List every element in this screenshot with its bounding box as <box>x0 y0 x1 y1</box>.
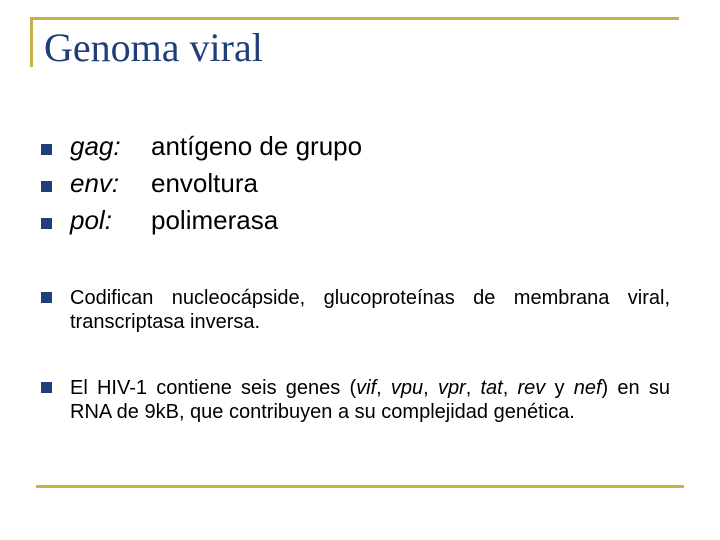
top-rule <box>30 17 679 20</box>
gene-row <box>70 165 362 202</box>
para-text: El HIV-1 contiene seis genes ( <box>70 377 357 399</box>
gene-code: gag: <box>70 131 121 161</box>
left-rule <box>30 17 33 67</box>
gene-description: antígeno de grupo <box>151 131 363 161</box>
bullet-gag <box>41 144 52 155</box>
gene-row <box>70 202 362 239</box>
paragraph-hiv-genes <box>70 376 670 424</box>
gene-name: vpu <box>390 377 424 399</box>
gene-name: vif <box>356 377 377 399</box>
bullet-hiv <box>41 382 52 393</box>
gene-code: env: <box>70 168 120 198</box>
gene-name: nef <box>573 377 602 399</box>
gene-description: envoltura <box>151 168 258 198</box>
bullet-codifican <box>41 292 52 303</box>
para-text: ) en su RNA de 9kB, que contribuyen a su complejidad genética. <box>70 377 670 423</box>
gene-description: polimerasa <box>151 205 279 235</box>
paragraph-codifican: Codifican nucleocápside, glucoproteínas de membrana viral, transcriptasa inversa. <box>70 287 670 333</box>
gene-name: tat <box>480 377 503 399</box>
gene-list <box>70 128 362 239</box>
gene-row <box>70 128 362 165</box>
slide-title: Genoma viral <box>44 25 263 70</box>
bottom-rule <box>36 485 684 488</box>
para-text: , <box>376 377 391 399</box>
gene-code: pol: <box>70 205 112 235</box>
para-text: , <box>423 377 438 399</box>
para-text: y <box>545 377 574 399</box>
para-text: , <box>502 377 518 399</box>
gene-name: vpr <box>437 377 466 399</box>
bullet-pol <box>41 218 52 229</box>
bullet-env <box>41 181 52 192</box>
para-text: , <box>465 377 481 399</box>
gene-name: rev <box>517 377 546 399</box>
